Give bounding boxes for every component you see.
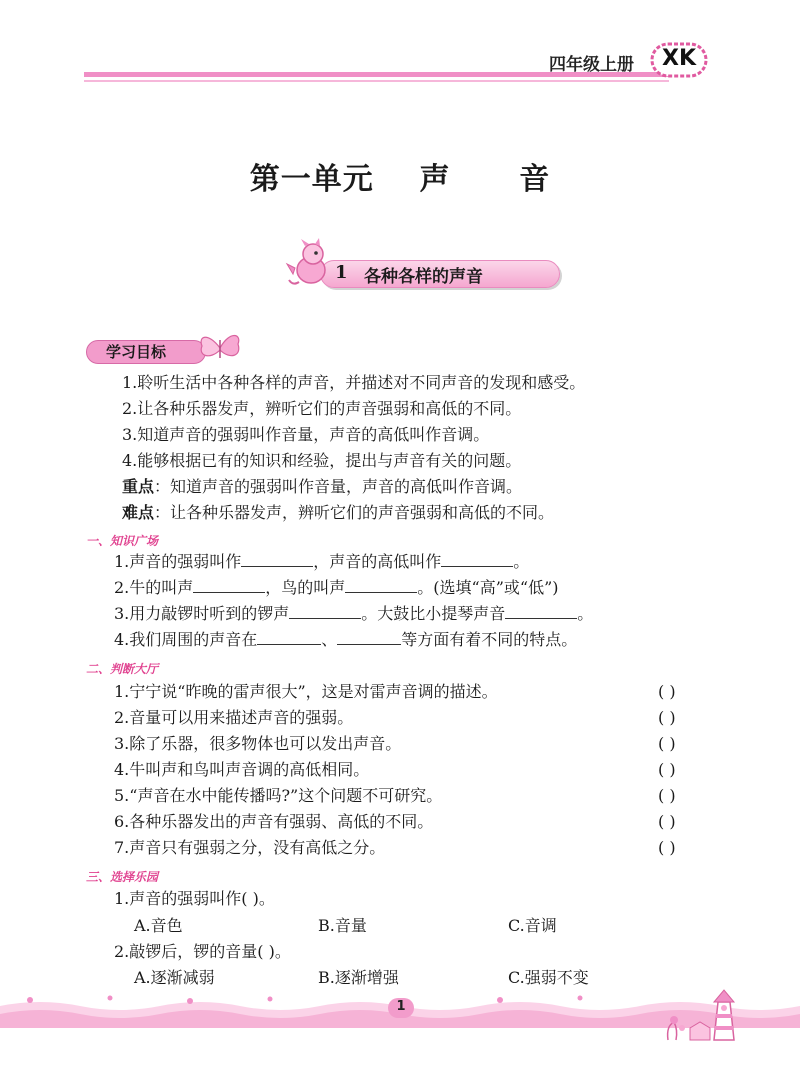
q-text: 等方面有着不同的特点。 [401, 630, 578, 649]
q-text: 。 [577, 604, 594, 623]
answer-paren[interactable]: ( ) [658, 838, 676, 857]
difficult-point-text: ：让各种乐器发声，辨听它们的声音强弱和高低的不同。 [154, 503, 555, 522]
judge-item: 7.声音只有强弱之分，没有高低之分。 [114, 838, 386, 857]
choice-option[interactable]: C.强弱不变 [508, 968, 589, 987]
answer-blank[interactable] [505, 604, 577, 619]
section-heading-choice: 三、选择乐园 [86, 870, 159, 884]
header-rule-thin [84, 80, 669, 82]
answer-blank[interactable] [193, 578, 265, 593]
goal-item: 4.能够根据已有的知识和经验，提出与声音有关的问题。 [122, 451, 522, 470]
q-text: ，声音的高低叫作 [313, 552, 442, 571]
judge-item: 1.宁宁说“昨晚的雷声很大”，这是对雷声音调的描述。 [114, 682, 498, 701]
q-text: 、 [321, 630, 338, 649]
q-text: ，鸟的叫声 [265, 578, 346, 597]
answer-blank[interactable] [241, 552, 313, 567]
q-text: 1.声音的强弱叫作 [114, 552, 242, 571]
key-point-text: ：知道声音的强弱叫作音量，声音的高低叫作音调。 [154, 477, 523, 496]
choice-stem: 1.声音的强弱叫作( )。 [114, 889, 275, 908]
lesson-number: 1 [335, 262, 348, 283]
q-text: 。 [513, 552, 530, 571]
judge-item: 2.音量可以用来描述声音的强弱。 [114, 708, 354, 727]
goal-item: 1.聆听生活中各种各样的声音，并描述对不同声音的发现和感受。 [122, 373, 586, 392]
fill-question [114, 630, 577, 650]
lighthouse-icon [660, 982, 740, 1042]
answer-blank[interactable] [289, 604, 361, 619]
judge-item: 3.除了乐器，很多物体也可以发出声音。 [114, 734, 402, 753]
goals-label: 学习目标 [106, 343, 167, 361]
answer-blank[interactable] [345, 578, 417, 593]
choice-option[interactable]: B.逐渐增强 [318, 968, 399, 987]
goal-item: 2.让各种乐器发声，辨听它们的声音强弱和高低的不同。 [122, 399, 522, 418]
grade-label: 四年级上册 [549, 55, 634, 75]
q-text: 。(选填“高”或“低”) [417, 578, 559, 597]
goal-item: 3.知道声音的强弱叫作音量，声音的高低叫作音调。 [122, 425, 490, 444]
answer-blank[interactable] [441, 552, 513, 567]
choice-stem: 2.敲锣后，锣的音量( )。 [114, 942, 291, 961]
section-heading-judgement: 二、判断大厅 [86, 662, 159, 676]
fill-question [114, 604, 593, 624]
fill-question [114, 552, 529, 572]
badge-text: XK [661, 46, 696, 71]
answer-blank[interactable] [337, 630, 401, 645]
answer-blank[interactable] [257, 630, 321, 645]
judge-item: 5.“声音在水中能传播吗?”这个问题不可研究。 [114, 786, 443, 805]
page-number: 1 [396, 999, 406, 1014]
difficult-point [122, 503, 554, 523]
fill-question [114, 578, 559, 598]
answer-paren[interactable]: ( ) [658, 760, 676, 779]
butterfly-icon [198, 330, 242, 364]
judge-item: 4.牛叫声和鸟叫声音调的高低相同。 [114, 760, 370, 779]
answer-paren[interactable]: ( ) [658, 734, 676, 753]
q-text: 2.牛的叫声 [114, 578, 194, 597]
choice-option[interactable]: A.音色 [134, 916, 183, 935]
choice-option[interactable]: B.音量 [318, 916, 367, 935]
answer-paren[interactable]: ( ) [658, 708, 676, 727]
key-point [122, 477, 522, 497]
answer-paren[interactable]: ( ) [658, 786, 676, 805]
section-heading-knowledge: 一、知识广场 [86, 534, 159, 548]
judge-item: 6.各种乐器发出的声音有强弱、高低的不同。 [114, 812, 434, 831]
q-text: 。大鼓比小提琴声音 [361, 604, 506, 623]
answer-paren[interactable]: ( ) [658, 682, 676, 701]
q-text: 3.用力敲锣时听到的锣声 [114, 604, 290, 623]
answer-paren[interactable]: ( ) [658, 812, 676, 831]
dragon-icon [285, 238, 331, 288]
key-point-label: 重点 [122, 477, 155, 496]
choice-option[interactable]: A.逐渐减弱 [134, 968, 215, 987]
choice-option[interactable]: C.音调 [508, 916, 557, 935]
unit-title: 第一单元 声 音 [249, 162, 551, 197]
lesson-title: 各种各样的声音 [364, 267, 483, 287]
q-text: 4.我们周围的声音在 [114, 630, 258, 649]
difficult-point-label: 难点 [122, 503, 155, 522]
